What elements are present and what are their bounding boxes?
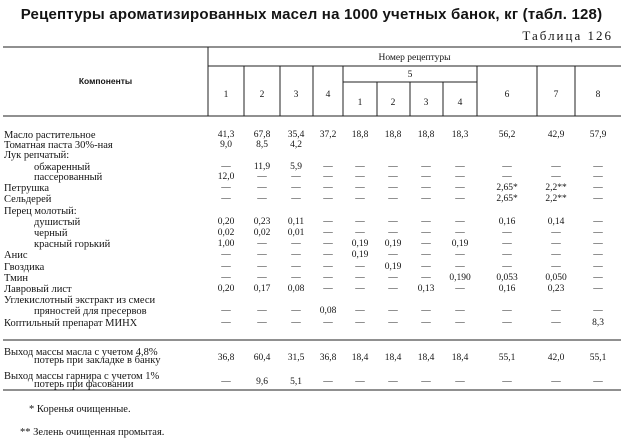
row-cell: —: [421, 250, 431, 260]
row-cell: 0,053: [496, 273, 518, 283]
row-cell: —: [421, 273, 431, 283]
row-cell: —: [455, 194, 465, 204]
row-cell: —: [593, 239, 603, 249]
row-cell: —: [355, 172, 365, 182]
row-cell: —: [421, 217, 431, 227]
header-col-0: 1: [223, 90, 229, 100]
row-label: Сельдерей: [4, 194, 52, 205]
row-cell: —: [421, 239, 431, 249]
yield-cell: 36,8: [217, 353, 235, 363]
row-cell: —: [593, 262, 603, 272]
row-cell: —: [455, 228, 465, 238]
row-cell: —: [388, 183, 398, 193]
row-cell: —: [291, 194, 301, 204]
row-cell: —: [551, 172, 561, 182]
row-cell: —: [221, 306, 231, 316]
row-label: Анис: [4, 250, 28, 261]
header-col-2: 3: [293, 90, 299, 100]
row-cell: 2,65*: [496, 194, 518, 204]
row-cell: —: [355, 262, 365, 272]
row-label: Масло растительное: [4, 130, 96, 141]
row-cell: —: [323, 172, 333, 182]
row-label: Лук репчатый:: [4, 150, 70, 161]
yield-cell: 36,8: [319, 353, 337, 363]
row-cell: —: [455, 306, 465, 316]
header-col-9: 7: [553, 90, 559, 100]
row-cell: 4,2: [290, 140, 302, 150]
row-cell: —: [593, 162, 603, 172]
header-components: Компоненты: [78, 76, 133, 86]
row-cell: —: [551, 318, 561, 328]
row-label: обжаренный: [34, 162, 91, 173]
row-cell: —: [388, 162, 398, 172]
row-cell: —: [421, 228, 431, 238]
row-cell: 0,190: [449, 273, 471, 283]
row-cell: —: [291, 250, 301, 260]
row-cell: 0,02: [253, 228, 271, 238]
row-cell: 0,08: [287, 284, 305, 294]
row-cell: —: [355, 183, 365, 193]
row-cell: —: [323, 217, 333, 227]
row-cell: —: [291, 318, 301, 328]
row-cell: —: [593, 183, 603, 193]
row-label: Лавровый лист: [4, 284, 72, 295]
row-cell: —: [257, 306, 267, 316]
row-cell: —: [593, 217, 603, 227]
row-cell: —: [551, 262, 561, 272]
row-cell: —: [502, 162, 512, 172]
row-cell: —: [323, 183, 333, 193]
row-cell: 9,0: [220, 140, 232, 150]
row-label: красный горький: [34, 239, 111, 250]
row-cell: —: [502, 239, 512, 249]
row-cell: —: [388, 306, 398, 316]
row-cell: —: [355, 194, 365, 204]
row-cell: —: [551, 250, 561, 260]
row-cell: 0,08: [319, 306, 337, 316]
row-cell: —: [355, 273, 365, 283]
row-cell: —: [257, 273, 267, 283]
row-cell: —: [551, 228, 561, 238]
row-cell: 0,19: [451, 239, 469, 249]
row-cell: —: [323, 273, 333, 283]
row-cell: —: [421, 183, 431, 193]
row-cell: —: [388, 217, 398, 227]
row-cell: —: [257, 172, 267, 182]
row-cell: —: [502, 250, 512, 260]
yield-label-line1: Выход массы гарнира с учетом 1%: [4, 371, 160, 382]
row-cell: —: [257, 183, 267, 193]
yield-cell: —: [551, 377, 561, 387]
row-cell: —: [421, 262, 431, 272]
row-label: Углекислотный экстракт из смеси: [4, 295, 156, 306]
row-cell: —: [388, 194, 398, 204]
yield-cell: —: [221, 377, 231, 387]
row-label: пряностей для пресервов: [34, 306, 147, 317]
row-cell: 56,2: [498, 130, 516, 140]
row-cell: —: [455, 250, 465, 260]
yield-cell: 9,6: [256, 377, 268, 387]
header-col-6: 3: [423, 98, 429, 108]
row-cell: 18,3: [451, 130, 469, 140]
row-cell: —: [388, 318, 398, 328]
yield-cell: 55,1: [498, 353, 516, 363]
row-cell: —: [502, 262, 512, 272]
row-cell: —: [502, 172, 512, 182]
row-cell: —: [593, 250, 603, 260]
row-label: пассерованный: [34, 172, 103, 183]
row-cell: 0,02: [217, 228, 235, 238]
row-cell: —: [455, 183, 465, 193]
row-cell: —: [257, 262, 267, 272]
footnote-0: * Коренья очищенные.: [29, 404, 131, 415]
row-cell: —: [502, 306, 512, 316]
row-cell: 0,11: [287, 217, 305, 227]
table-number-label: Таблица 126: [522, 28, 613, 43]
yield-cell: 31,5: [287, 353, 305, 363]
row-label: Томатная паста 30%-ная: [4, 140, 113, 151]
row-cell: —: [421, 306, 431, 316]
row-cell: —: [221, 183, 231, 193]
row-cell: —: [291, 262, 301, 272]
yield-cell: —: [355, 377, 365, 387]
row-cell: —: [455, 284, 465, 294]
row-cell: 35,4: [287, 130, 305, 140]
yield-cell: 42,0: [547, 353, 565, 363]
header-recipe-number: Номер рецептуры: [378, 53, 451, 63]
row-cell: 0,19: [384, 239, 402, 249]
row-cell: 2,2**: [545, 183, 567, 193]
row-label: Коптильный препарат МИНХ: [4, 318, 138, 329]
row-cell: —: [221, 318, 231, 328]
yield-cell: 18,4: [451, 353, 469, 363]
yield-cell: —: [455, 377, 465, 387]
row-label: душистый: [34, 217, 81, 228]
header-col-1: 2: [259, 90, 265, 100]
row-label: черный: [34, 228, 68, 239]
row-cell: 0,16: [498, 217, 516, 227]
row-cell: 57,9: [589, 130, 607, 140]
row-cell: —: [593, 284, 603, 294]
row-cell: —: [502, 228, 512, 238]
row-cell: —: [421, 318, 431, 328]
row-cell: —: [455, 318, 465, 328]
header-col-4: 1: [357, 98, 363, 108]
row-cell: 0,050: [545, 273, 567, 283]
row-cell: 67,8: [253, 130, 271, 140]
row-cell: 0,01: [287, 228, 305, 238]
row-cell: 0,16: [498, 284, 516, 294]
row-label: Петрушка: [4, 183, 50, 194]
footnote-1: ** Зелень очищенная промытая.: [20, 427, 165, 438]
row-cell: 12,0: [217, 172, 235, 182]
row-cell: —: [593, 228, 603, 238]
row-cell: —: [551, 306, 561, 316]
row-cell: 11,9: [253, 162, 271, 172]
header-col-7: 4: [457, 98, 463, 108]
row-cell: —: [455, 172, 465, 182]
row-cell: 18,8: [417, 130, 435, 140]
row-cell: 0,20: [217, 217, 235, 227]
yield-label-line1: Выход массы масла с учетом 4,8%: [4, 347, 158, 358]
row-cell: —: [323, 162, 333, 172]
row-cell: —: [291, 239, 301, 249]
row-cell: —: [355, 217, 365, 227]
row-cell: —: [221, 194, 231, 204]
row-cell: —: [551, 239, 561, 249]
yield-cell: —: [388, 377, 398, 387]
header-col-10: 8: [595, 90, 601, 100]
yield-cell: 5,1: [290, 377, 302, 387]
row-cell: 0,23: [547, 284, 565, 294]
header-col-5: 2: [390, 98, 396, 108]
row-cell: 0,19: [384, 262, 402, 272]
row-cell: —: [323, 318, 333, 328]
yield-cell: 60,4: [253, 353, 271, 363]
yield-cell: 55,1: [589, 353, 607, 363]
row-cell: 18,8: [351, 130, 369, 140]
row-cell: —: [323, 228, 333, 238]
row-cell: 41,3: [217, 130, 235, 140]
row-cell: —: [593, 306, 603, 316]
row-cell: —: [221, 250, 231, 260]
row-cell: 0,23: [253, 217, 271, 227]
row-cell: —: [388, 273, 398, 283]
row-cell: 18,8: [384, 130, 402, 140]
row-cell: —: [291, 172, 301, 182]
row-cell: —: [257, 194, 267, 204]
row-cell: 0,17: [253, 284, 271, 294]
row-cell: —: [221, 273, 231, 283]
row-cell: —: [455, 262, 465, 272]
row-cell: —: [502, 318, 512, 328]
row-cell: —: [323, 250, 333, 260]
row-cell: —: [221, 162, 231, 172]
row-cell: —: [388, 228, 398, 238]
row-label: Перец молотый:: [4, 206, 77, 217]
row-cell: —: [291, 273, 301, 283]
row-cell: 0,13: [417, 284, 435, 294]
row-cell: —: [388, 250, 398, 260]
header-group-5: 5: [407, 70, 413, 80]
row-cell: —: [593, 273, 603, 283]
yield-label-line2: потерь при фасовании: [34, 379, 134, 390]
row-cell: —: [291, 306, 301, 316]
row-cell: —: [323, 284, 333, 294]
row-cell: —: [355, 318, 365, 328]
yield-cell: —: [593, 377, 603, 387]
header-col-8: 6: [504, 90, 510, 100]
row-cell: 0,14: [547, 217, 565, 227]
yield-cell: 18,4: [384, 353, 402, 363]
row-cell: 8,3: [592, 318, 604, 328]
row-cell: —: [355, 228, 365, 238]
row-cell: —: [593, 172, 603, 182]
row-label: Гвоздика: [4, 262, 45, 273]
row-cell: 5,9: [290, 162, 302, 172]
row-cell: —: [388, 284, 398, 294]
row-cell: —: [421, 194, 431, 204]
row-cell: 2,65*: [496, 183, 518, 193]
row-cell: —: [257, 239, 267, 249]
row-cell: —: [323, 239, 333, 249]
row-cell: 0,19: [351, 239, 369, 249]
row-cell: —: [355, 284, 365, 294]
row-cell: —: [323, 262, 333, 272]
row-cell: —: [291, 183, 301, 193]
row-cell: 2,2**: [545, 194, 567, 204]
row-cell: 8,5: [256, 140, 268, 150]
row-cell: 0,20: [217, 284, 235, 294]
row-cell: —: [455, 162, 465, 172]
row-cell: 1,00: [217, 239, 235, 249]
row-cell: —: [455, 217, 465, 227]
yield-cell: 18,4: [351, 353, 369, 363]
row-cell: —: [421, 172, 431, 182]
row-cell: —: [388, 172, 398, 182]
row-cell: —: [421, 162, 431, 172]
row-cell: 0,19: [351, 250, 369, 260]
yield-label-line2: потерь при закладке в банку: [34, 355, 161, 366]
row-cell: —: [257, 250, 267, 260]
row-cell: —: [257, 318, 267, 328]
page-title: Рецептуры ароматизированных масел на 1000 учетных банок, кг (табл. 128): [20, 6, 603, 23]
row-cell: —: [355, 306, 365, 316]
row-cell: —: [355, 162, 365, 172]
yield-cell: —: [421, 377, 431, 387]
row-cell: —: [593, 194, 603, 204]
row-cell: —: [551, 162, 561, 172]
row-cell: —: [323, 194, 333, 204]
yield-cell: 18,4: [417, 353, 435, 363]
row-cell: —: [221, 262, 231, 272]
header-col-3: 4: [325, 90, 331, 100]
row-label: Тмин: [4, 273, 29, 284]
row-cell: 37,2: [319, 130, 337, 140]
row-cell: 42,9: [547, 130, 565, 140]
yield-cell: —: [323, 377, 333, 387]
yield-cell: —: [502, 377, 512, 387]
